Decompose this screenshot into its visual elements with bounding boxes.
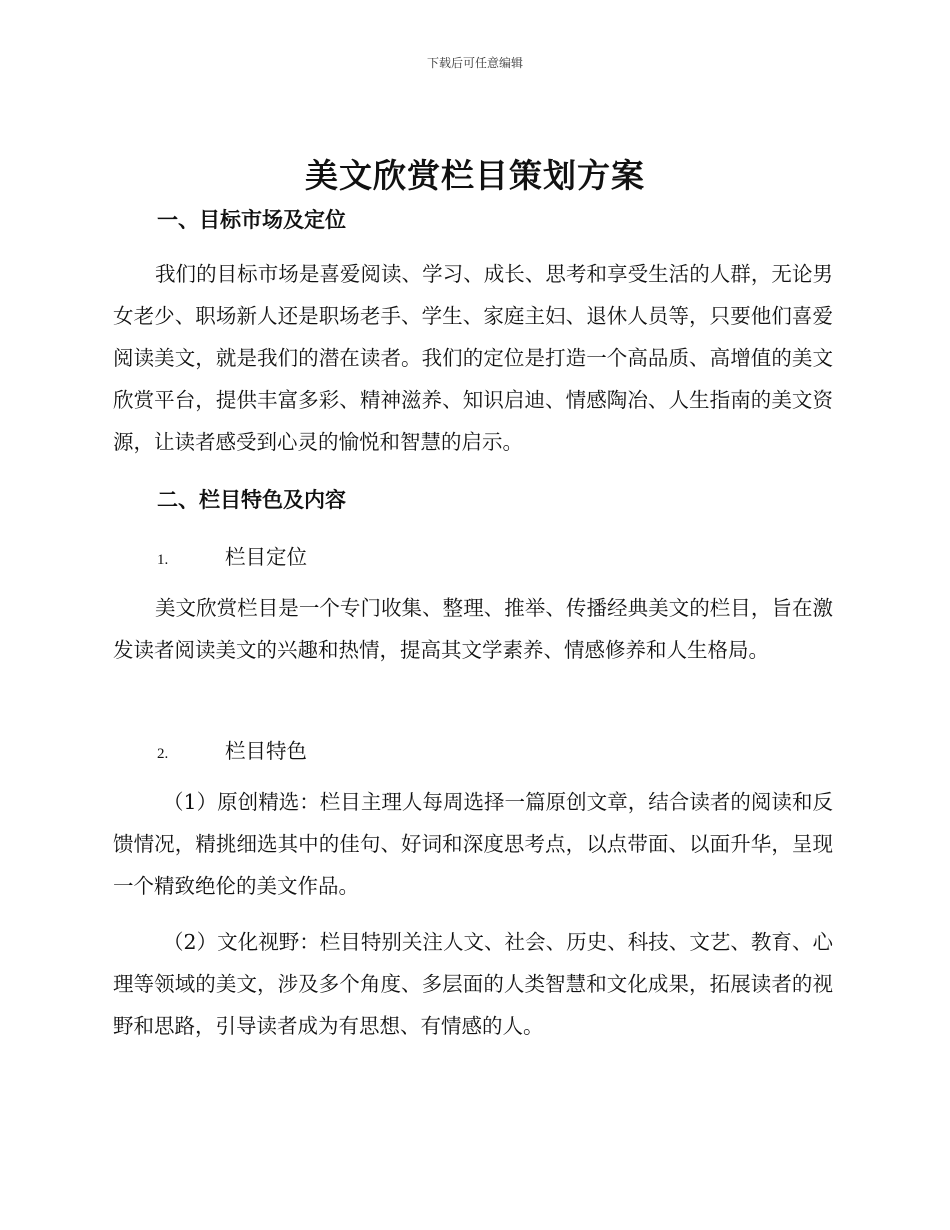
subheading-features [157, 734, 307, 764]
paragraph-cultural-vision: （2）文化视野：栏目特别关注人文、社会、历史、科技、文艺、教育、心理等领域的美文，涉及多个角度、多层面的人类智慧和文化成果，拓展读者的视野和思路，引导读者成为有思想、有情感的人。 [113, 930, 833, 1038]
subheading-label: 栏目特色 [225, 739, 307, 763]
page-header-note: 下载后可任意编辑 [426, 56, 523, 70]
section-heading-features: 二、栏目特色及内容 [157, 488, 346, 512]
paragraph-target-market: 我们的目标市场是喜爱阅读、学习、成长、思考和享受生活的人群，无论男女老少、职场新人还是职场老手、学生、家庭主妇、退休人员等，只要他们喜爱阅读美文，就是我们的潜在读者。我们的定位是打造一个高品质、高增值的美文欣赏平台，提供丰富多彩、精神滋养、知识启迪、情感陶冶、人生指南的美文资源，让读者感受到心灵的愉悦和智慧的启示。 [113, 262, 833, 454]
subheading-positioning [157, 540, 307, 570]
document-title: 美文欣赏栏目策划方案 [305, 156, 645, 195]
subheading-number: 2. [157, 746, 169, 762]
paragraph-positioning: 美文欣赏栏目是一个专门收集、整理、推举、传播经典美文的栏目，旨在激发读者阅读美文的兴趣和热情，提高其文学素养、情感修养和人生格局。 [113, 596, 833, 662]
subheading-number: 1. [157, 552, 169, 568]
paragraph-original-selection: （1）原创精选：栏目主理人每周选择一篇原创文章，结合读者的阅读和反馈情况，精挑细选其中的佳句、好词和深度思考点，以点带面、以面升华，呈现一个精致绝伦的美文作品。 [113, 790, 833, 898]
section-heading-target-market: 一、目标市场及定位 [157, 208, 346, 232]
subheading-label: 栏目定位 [225, 545, 307, 569]
